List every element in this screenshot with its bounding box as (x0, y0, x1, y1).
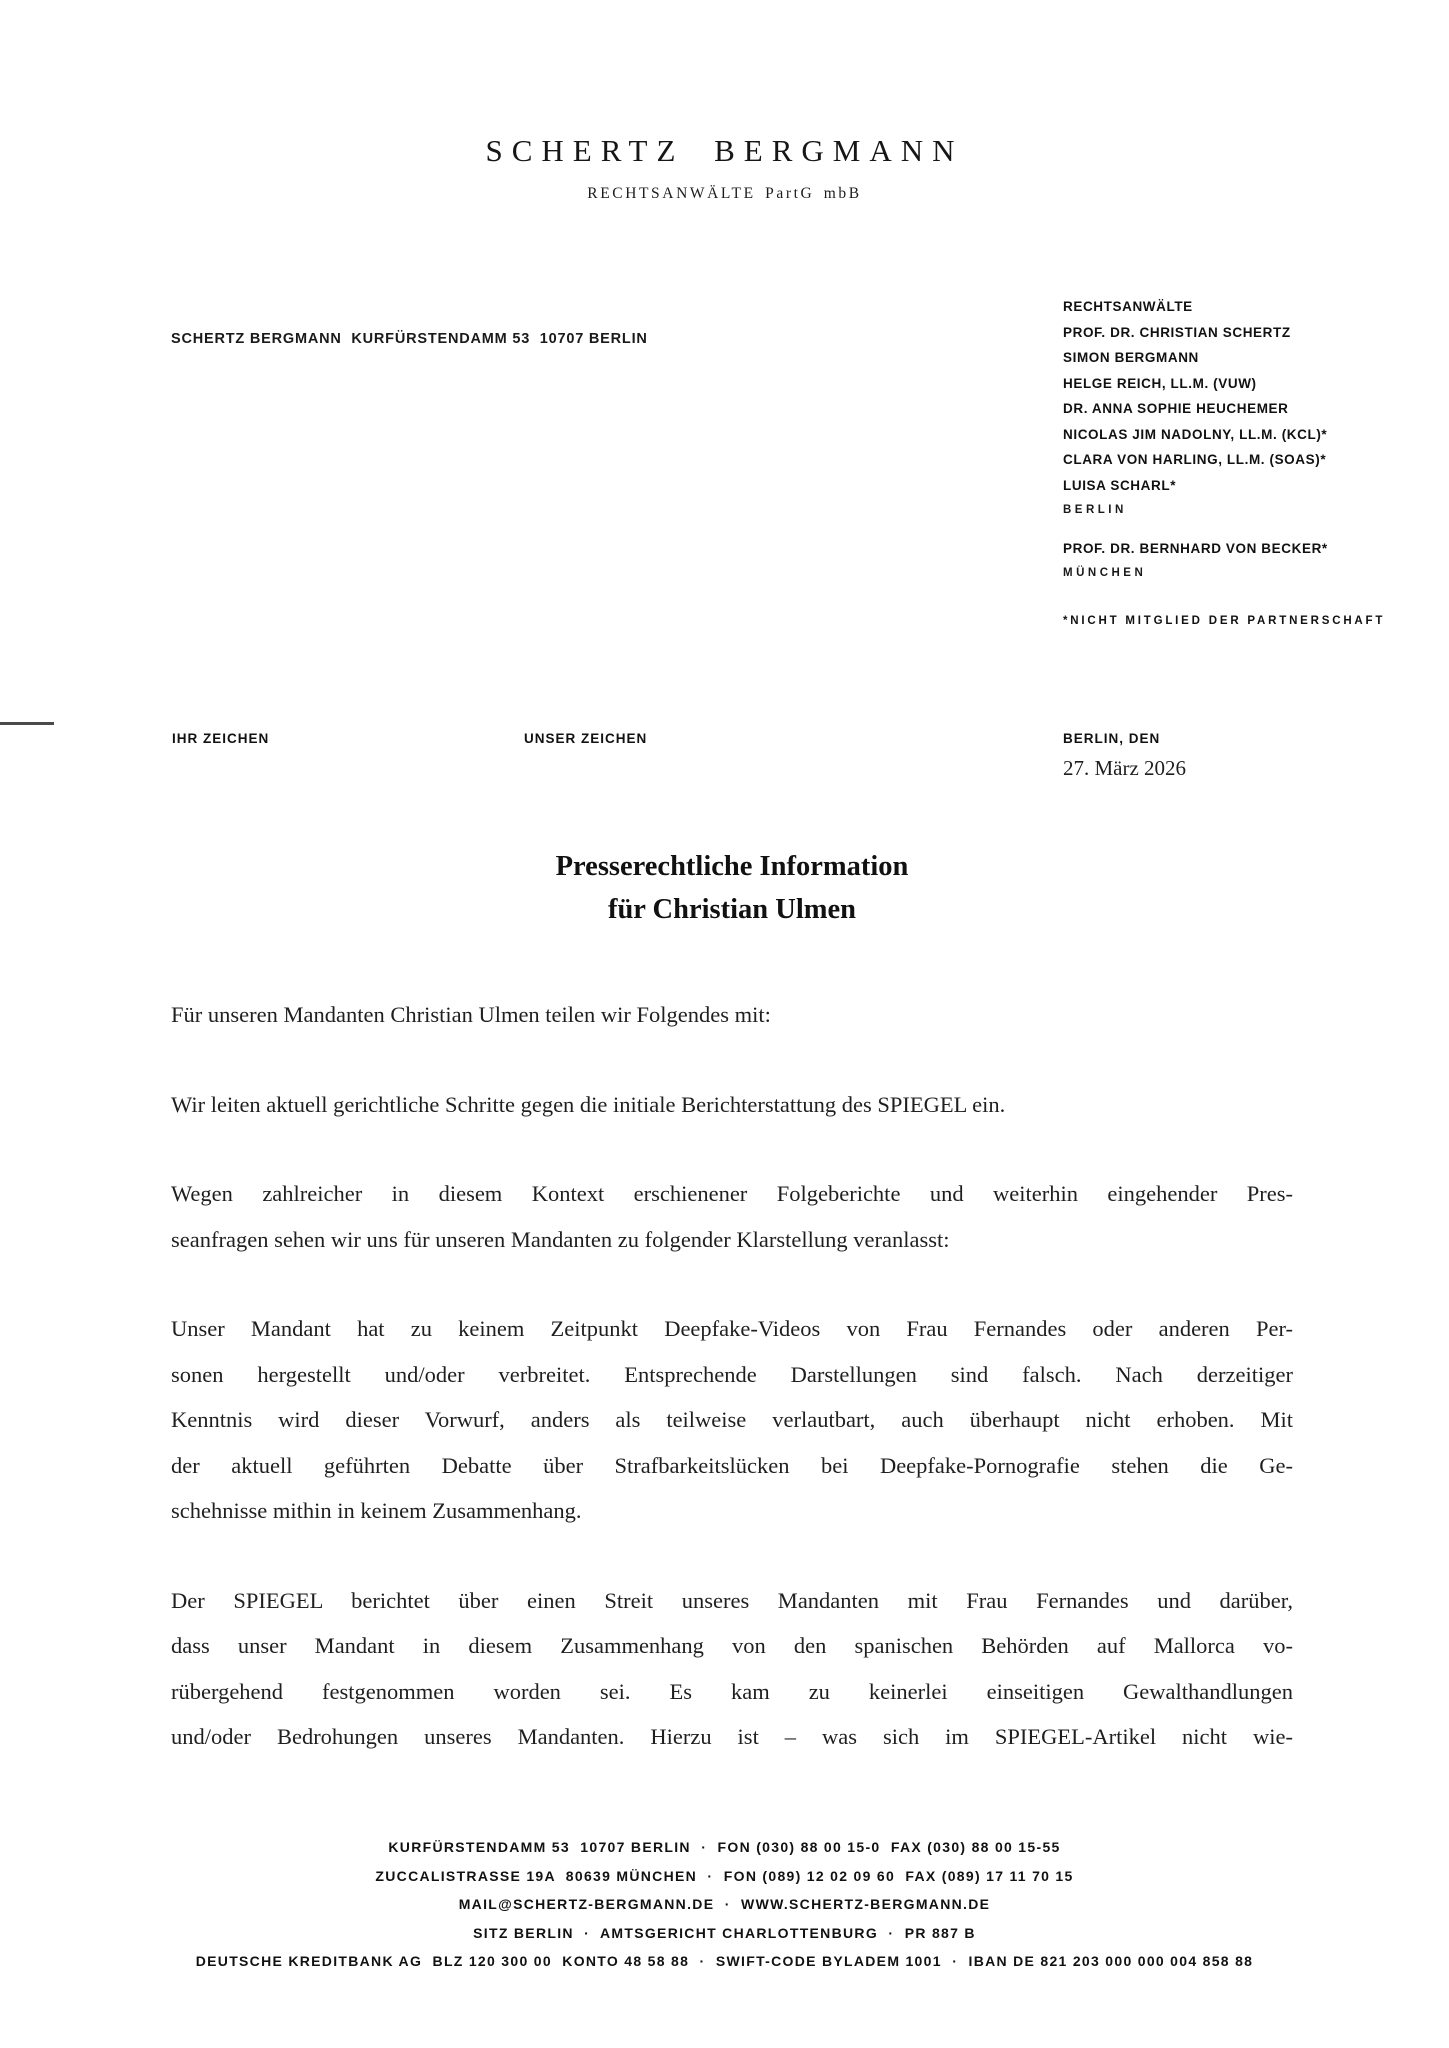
body-line: dass unser Mandant in diesem Zusammenhang von den spanischen Behörden auf Mallorca vo- (171, 1633, 1293, 1658)
footer-bank-details: DEUTSCHE KREDITBANK AG BLZ 120 300 00 KONTO 48 58 88 · SWIFT-CODE BYLADEM 1001 · IBAN DE 821 203 000 000 004 858 88 (195, 1953, 1254, 1969)
attorney-name: PROF. DR. BERNHARD VON BECKER* (1063, 540, 1328, 556)
body-line: seanfragen sehen wir uns für unseren Mandanten zu folgender Klarstellung veranlasst: (171, 1226, 950, 1252)
body-line: Der SPIEGEL berichtet über einen Streit unseres Mandanten mit Frau Fernandes und darüber, (171, 1587, 1293, 1613)
attorney-name: PROF. DR. CHRISTIAN SCHERTZ (1063, 324, 1291, 340)
fold-mark (0, 722, 54, 725)
attorneys-block (1063, 294, 1449, 634)
letter-date: 27. März 2026 (1063, 756, 1187, 780)
attorney-name: CLARA VON HARLING, LL.M. (SOAS)* (1063, 452, 1327, 467)
letter-body (171, 992, 1293, 1804)
body-line: Wir leiten aktuell gerichtliche Schritte gegen die initiale Berichterstattung des SPIEGEL ein. (171, 1091, 1006, 1117)
attorney-name: DR. ANNA SOPHIE HEUCHEMER (1063, 401, 1289, 416)
paragraph (171, 992, 1293, 1038)
attorneys-city-berlin: BERLIN (1063, 504, 1127, 516)
body-line: Wegen zahlreicher in diesem Kontext erschienener Folgeberichte und weiterhin eingehender Pres- (171, 1181, 1293, 1206)
body-line: rübergehend festgenommen worden sei. Es kam zu keinerlei einseitigen Gewalthandlungen (171, 1678, 1293, 1704)
paragraph (171, 1082, 1293, 1128)
letter-footer (0, 1833, 1449, 1976)
attorney-name: HELGE REICH, LL.M. (VUW) (1063, 375, 1257, 391)
body-line: schehnisse mithin in keinem Zusammenhang. (171, 1498, 582, 1523)
attorney-name: LUISA SCHARL* (1063, 477, 1177, 493)
place-date-label: BERLIN, DEN (1063, 731, 1161, 746)
document-title-line2: für Christian Ulmen (607, 894, 857, 925)
return-address-line: SCHERTZ BERGMANN KURFÜRSTENDAMM 53 10707 BERLIN (171, 331, 648, 347)
your-reference-label: IHR ZEICHEN (172, 731, 270, 746)
attorneys-footnote: *NICHT MITGLIED DER PARTNERSCHAFT (1063, 614, 1386, 627)
attorneys-heading: RECHTSANWÄLTE (1063, 299, 1193, 314)
footer-address-munich: ZUCCALISTRASSE 19A 80639 MÜNCHEN · FON (089) 12 02 09 60 FAX (089) 17 11 70 15 (375, 1867, 1074, 1884)
document-title (171, 845, 1293, 931)
footer-contact: MAIL@SCHERTZ-BERGMANN.DE · WWW.SCHERTZ-BERGMANN.DE (458, 1896, 991, 1912)
attorney-name: SIMON BERGMANN (1063, 350, 1199, 365)
body-line: Für unseren Mandanten Christian Ulmen teilen wir Folgendes mit: (171, 1002, 771, 1027)
footer-registry: SITZ BERLIN · AMTSGERICHT CHARLOTTENBURG · PR 887 B (473, 1924, 976, 1941)
paragraph (171, 1578, 1293, 1760)
body-line: der aktuell geführten Debatte über Strafbarkeitslücken bei Deepfake-Pornografie stehen die Ge- (171, 1452, 1293, 1478)
body-line: Kenntnis wird dieser Vorwurf, anders als teilweise verlautbart, auch überhaupt nicht erhoben. Mit (171, 1407, 1293, 1432)
body-line: und/oder Bedrohungen unseres Mandanten. Hierzu ist – was sich im SPIEGEL-Artikel nicht wie- (171, 1724, 1293, 1749)
body-line: Unser Mandant hat zu keinem Zeitpunkt Deepfake-Videos von Frau Fernandes oder anderen Per- (171, 1316, 1293, 1341)
firm-logo-wordmark: SCHERTZ BERGMANN (485, 133, 964, 168)
paragraph (171, 1306, 1293, 1534)
firm-type-subtitle: RECHTSANWÄLTE PartG mbB (587, 185, 862, 202)
body-line: sonen hergestellt und/oder verbreitet. Entsprechende Darstellungen sind falsch. Nach derzeitiger (171, 1361, 1293, 1387)
attorney-name: NICOLAS JIM NADOLNY, LL.M. (KCL)* (1063, 426, 1328, 442)
paragraph (171, 1171, 1293, 1262)
footer-address-berlin: KURFÜRSTENDAMM 53 10707 BERLIN · FON (030) 88 00 15-0 FAX (030) 88 00 15-55 (388, 1839, 1061, 1855)
document-title-line1: Presserechtliche Information (555, 851, 909, 882)
attorneys-city-munich: MÜNCHEN (1063, 567, 1147, 579)
our-reference-label: UNSER ZEICHEN (524, 731, 648, 746)
